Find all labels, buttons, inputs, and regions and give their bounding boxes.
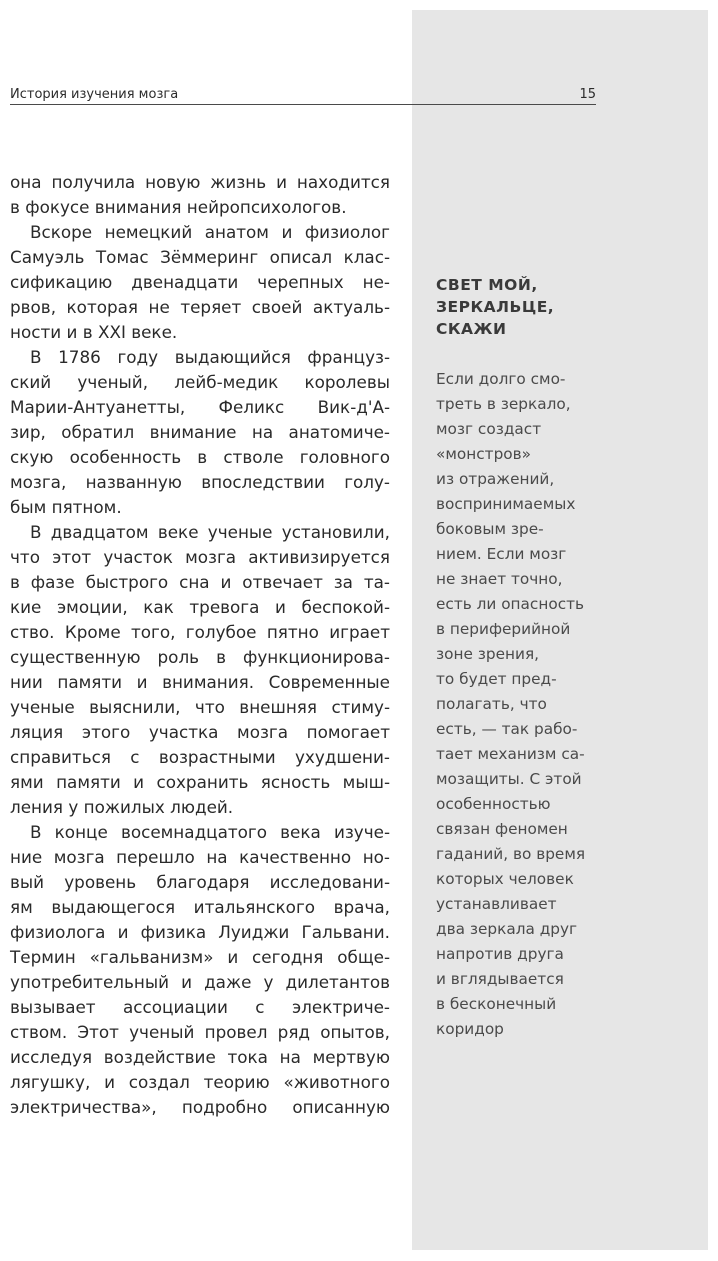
running-header bbox=[10, 86, 596, 105]
text-line: вызывает ассоциации с электриче- bbox=[10, 997, 390, 1017]
text-line: сификацию двенадцати черепных не- bbox=[10, 272, 390, 292]
text-line: Термин «гальванизм» и сегодня обще- bbox=[10, 947, 390, 967]
page-number: 15 bbox=[579, 87, 596, 102]
text-line: физиолога и физика Луиджи Гальвани. bbox=[10, 922, 390, 942]
sidebar-text-line: и вглядывается bbox=[436, 970, 564, 988]
sidebar-text-line: мозащиты. С этой bbox=[436, 770, 582, 788]
text-line: нии памяти и внимания. Современные bbox=[10, 672, 390, 692]
sidebar-title-line: СВЕТ МОЙ, bbox=[436, 276, 538, 294]
sidebar-text-line: есть ли опасность bbox=[436, 595, 585, 613]
text-line: ученые выяснили, что внешняя стиму- bbox=[10, 697, 390, 717]
main-text-column bbox=[10, 170, 390, 1120]
sidebar-text-line: зоне зрения, bbox=[436, 645, 540, 663]
sidebar-text-line: особенностью bbox=[436, 795, 551, 813]
sidebar-text-line: «монстров» bbox=[436, 445, 532, 463]
text-line: В 1786 году выдающийся француз- bbox=[30, 347, 390, 367]
text-line: существенную роль в функционирова- bbox=[10, 647, 390, 667]
sidebar-text-line: из отражений, bbox=[436, 470, 555, 488]
section-title: История изучения мозга bbox=[10, 87, 179, 102]
sidebar-text-line: в бесконечный bbox=[436, 995, 557, 1013]
text-line: лягушку, и создал теорию «животного bbox=[10, 1072, 390, 1092]
text-line: ями памяти и сохранить ясность мыш- bbox=[10, 772, 390, 792]
text-line: скую особенность в стволе головного bbox=[10, 447, 390, 467]
text-line: зир, обратил внимание на анатомиче- bbox=[10, 422, 390, 442]
sidebar-text-line: то будет пред- bbox=[436, 670, 557, 688]
text-line: в фокусе внимания нейропсихологов. bbox=[10, 197, 347, 217]
sidebar-text-line: Если долго смо- bbox=[436, 370, 566, 388]
sidebar-box bbox=[436, 274, 698, 1042]
sidebar-text-line: не знает точно, bbox=[436, 570, 563, 588]
sidebar-title-line: СКАЖИ bbox=[436, 320, 507, 338]
text-line: Вскоре немецкий анатом и физиолог bbox=[30, 222, 390, 242]
text-line: Марии-Антуанетты, Феликс Вик-д'А- bbox=[10, 397, 390, 417]
text-line: ство. Кроме того, голубое пятно играет bbox=[10, 622, 390, 642]
text-line: В двадцатом веке ученые установили, bbox=[30, 522, 390, 542]
sidebar-title bbox=[436, 274, 698, 340]
sidebar-text-line: есть, — так рабо- bbox=[436, 720, 578, 738]
sidebar-text-line: коридор bbox=[436, 1020, 504, 1038]
text-line: рвов, которая не теряет своей актуаль- bbox=[10, 297, 390, 317]
text-line: электричества», подробно описанную bbox=[10, 1097, 390, 1117]
text-line: ством. Этот ученый провел ряд опытов, bbox=[10, 1022, 390, 1042]
sidebar-text-line: в периферийной bbox=[436, 620, 571, 638]
sidebar-text-line: устанавливает bbox=[436, 895, 557, 913]
text-line: вый уровень благодаря исследовани- bbox=[10, 872, 390, 892]
sidebar-text-line: тает механизм са- bbox=[436, 745, 585, 763]
text-line: в фазе быстрого сна и отвечает за та- bbox=[10, 572, 390, 592]
sidebar-text-line: мозг создаст bbox=[436, 420, 542, 438]
text-line: мозга, названную впоследствии голу- bbox=[10, 472, 390, 492]
sidebar-text-line: полагать, что bbox=[436, 695, 547, 713]
sidebar-text-line: нием. Если мозг bbox=[436, 545, 567, 563]
sidebar-text-line: боковым зре- bbox=[436, 520, 544, 538]
text-line: бым пятном. bbox=[10, 497, 122, 517]
text-line: ления у пожилых людей. bbox=[10, 797, 234, 817]
text-line: исследуя воздействие тока на мертвую bbox=[10, 1047, 390, 1067]
text-line: употребительный и даже у дилетантов bbox=[10, 972, 390, 992]
text-line: ский ученый, лейб-медик королевы bbox=[10, 372, 390, 392]
text-line: кие эмоции, как тревога и беспокой- bbox=[10, 597, 390, 617]
sidebar-body bbox=[436, 367, 698, 1042]
sidebar-title-line: ЗЕРКАЛЬЦЕ, bbox=[436, 298, 555, 316]
sidebar-text-line: которых человек bbox=[436, 870, 574, 888]
text-line: Самуэль Томас Зёммеринг описал клас- bbox=[10, 247, 390, 267]
text-line: ям выдающегося итальянского врача, bbox=[10, 897, 390, 917]
text-line: справиться с возрастными ухудшени- bbox=[10, 747, 390, 767]
sidebar-text-line: два зеркала друг bbox=[436, 920, 578, 938]
sidebar-text-line: напротив друга bbox=[436, 945, 564, 963]
text-line: она получила новую жизнь и находится bbox=[10, 172, 390, 192]
text-line: ляция этого участка мозга помогает bbox=[10, 722, 390, 742]
text-line: В конце восемнадцатого века изуче- bbox=[30, 822, 390, 842]
text-line: что этот участок мозга активизируется bbox=[10, 547, 390, 567]
text-line: ние мозга перешло на качественно но- bbox=[10, 847, 390, 867]
text-line: ности и в XXI веке. bbox=[10, 322, 178, 342]
sidebar-text-line: гаданий, во время bbox=[436, 845, 586, 863]
sidebar-text-line: треть в зеркало, bbox=[436, 395, 571, 413]
sidebar-text-line: связан феномен bbox=[436, 820, 568, 838]
sidebar-text-line: воспринимаемых bbox=[436, 495, 576, 513]
